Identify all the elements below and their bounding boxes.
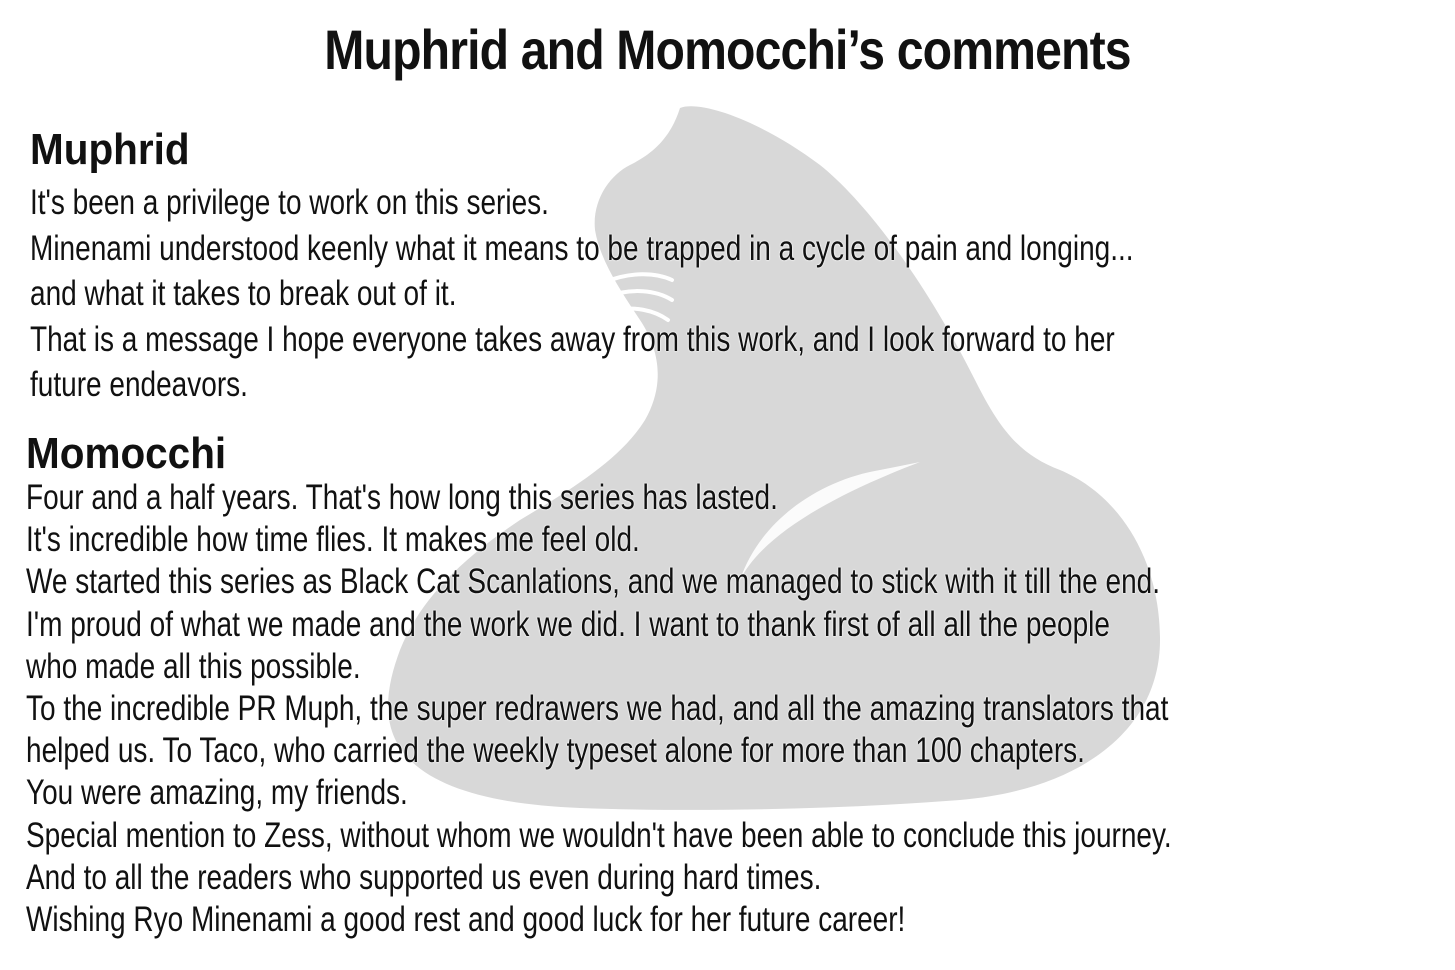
comment-line: You were amazing, my friends. (26, 773, 408, 813)
comment-muphrid (30, 180, 1409, 408)
page-title: Muphrid and Momocchi’s comments (324, 18, 1131, 81)
comment-line: I'm proud of what we made and the work we did. I want to thank first of all all the people (26, 604, 1110, 644)
comment-line: Minenami understood keenly what it means to be trapped in a cycle of pain and longing... (30, 228, 1134, 268)
comment-line: future endeavors. (30, 365, 248, 404)
comment-line: To the incredible PR Muph, the super redrawers we had, and all the amazing translators that (26, 689, 1169, 729)
comment-line: who made all this possible. (26, 646, 361, 686)
comment-line: Special mention to Zess, without whom we wouldn't have been able to conclude this journey. (26, 815, 1172, 855)
comment-line: And to all the readers who supported us even during hard times. (26, 857, 822, 897)
comment-line: It's incredible how time flies. It makes me feel old. (26, 520, 640, 560)
comment-line: We started this series as Black Cat Scanlations, and we managed to stick with it till the end. (26, 562, 1161, 602)
comment-momocchi (26, 477, 1455, 941)
section-heading-muphrid: Muphrid (30, 125, 190, 174)
section-heading-momocchi: Momocchi (26, 429, 227, 478)
comment-line: and what it takes to break out of it. (30, 274, 457, 313)
comment-line: helped us. To Taco, who carried the weekly typeset alone for more than 100 chapters. (26, 731, 1085, 771)
comment-line: It's been a privilege to work on this series. (30, 183, 549, 222)
comment-line: Wishing Ryo Minenami a good rest and good luck for her future career! (26, 900, 906, 940)
comment-line: Four and a half years. That's how long this series has lasted. (26, 478, 778, 517)
comment-line: That is a message I hope everyone takes away from this work, and I look forward to her (30, 319, 1115, 359)
